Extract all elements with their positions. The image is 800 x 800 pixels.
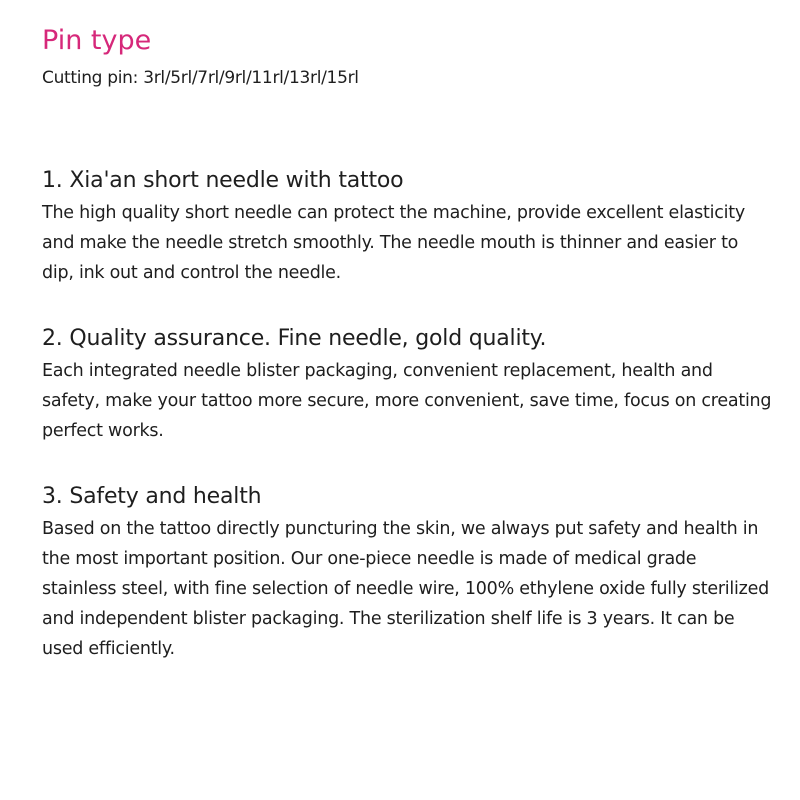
pin-type-title: Pin type bbox=[42, 25, 152, 56]
section-quality-assurance bbox=[42, 324, 772, 446]
section-heading: 2. Quality assurance. Fine needle, gold quality. bbox=[42, 326, 547, 351]
section-heading: 1. Xia'an short needle with tattoo bbox=[42, 168, 404, 193]
section-body: Based on the tattoo directly puncturing the skin, we always put safety and health in the most important position. Our one-piece needle is made of medical grade stainless steel, with fine selection of needle wire, 100% ethylene oxide fully sterilized and independent blister packaging. The sterilization shelf life is 3 years. It can be used efficiently. bbox=[42, 519, 769, 659]
section-body: The high quality short needle can protect the machine, provide excellent elasticity and make the needle stretch smoothly. The needle mouth is thinner and easier to dip, ink out and control the needle. bbox=[42, 203, 745, 283]
section-body: Each integrated needle blister packaging, convenient replacement, health and safety, make your tattoo more secure, more convenient, save time, focus on creating perfect works. bbox=[42, 361, 772, 441]
section-safety-health bbox=[42, 482, 772, 664]
pin-type-subtitle: Cutting pin: 3rl/5rl/7rl/9rl/11rl/13rl/15rl bbox=[42, 68, 359, 88]
section-short-needle bbox=[42, 166, 772, 288]
section-heading: 3. Safety and health bbox=[42, 484, 262, 509]
